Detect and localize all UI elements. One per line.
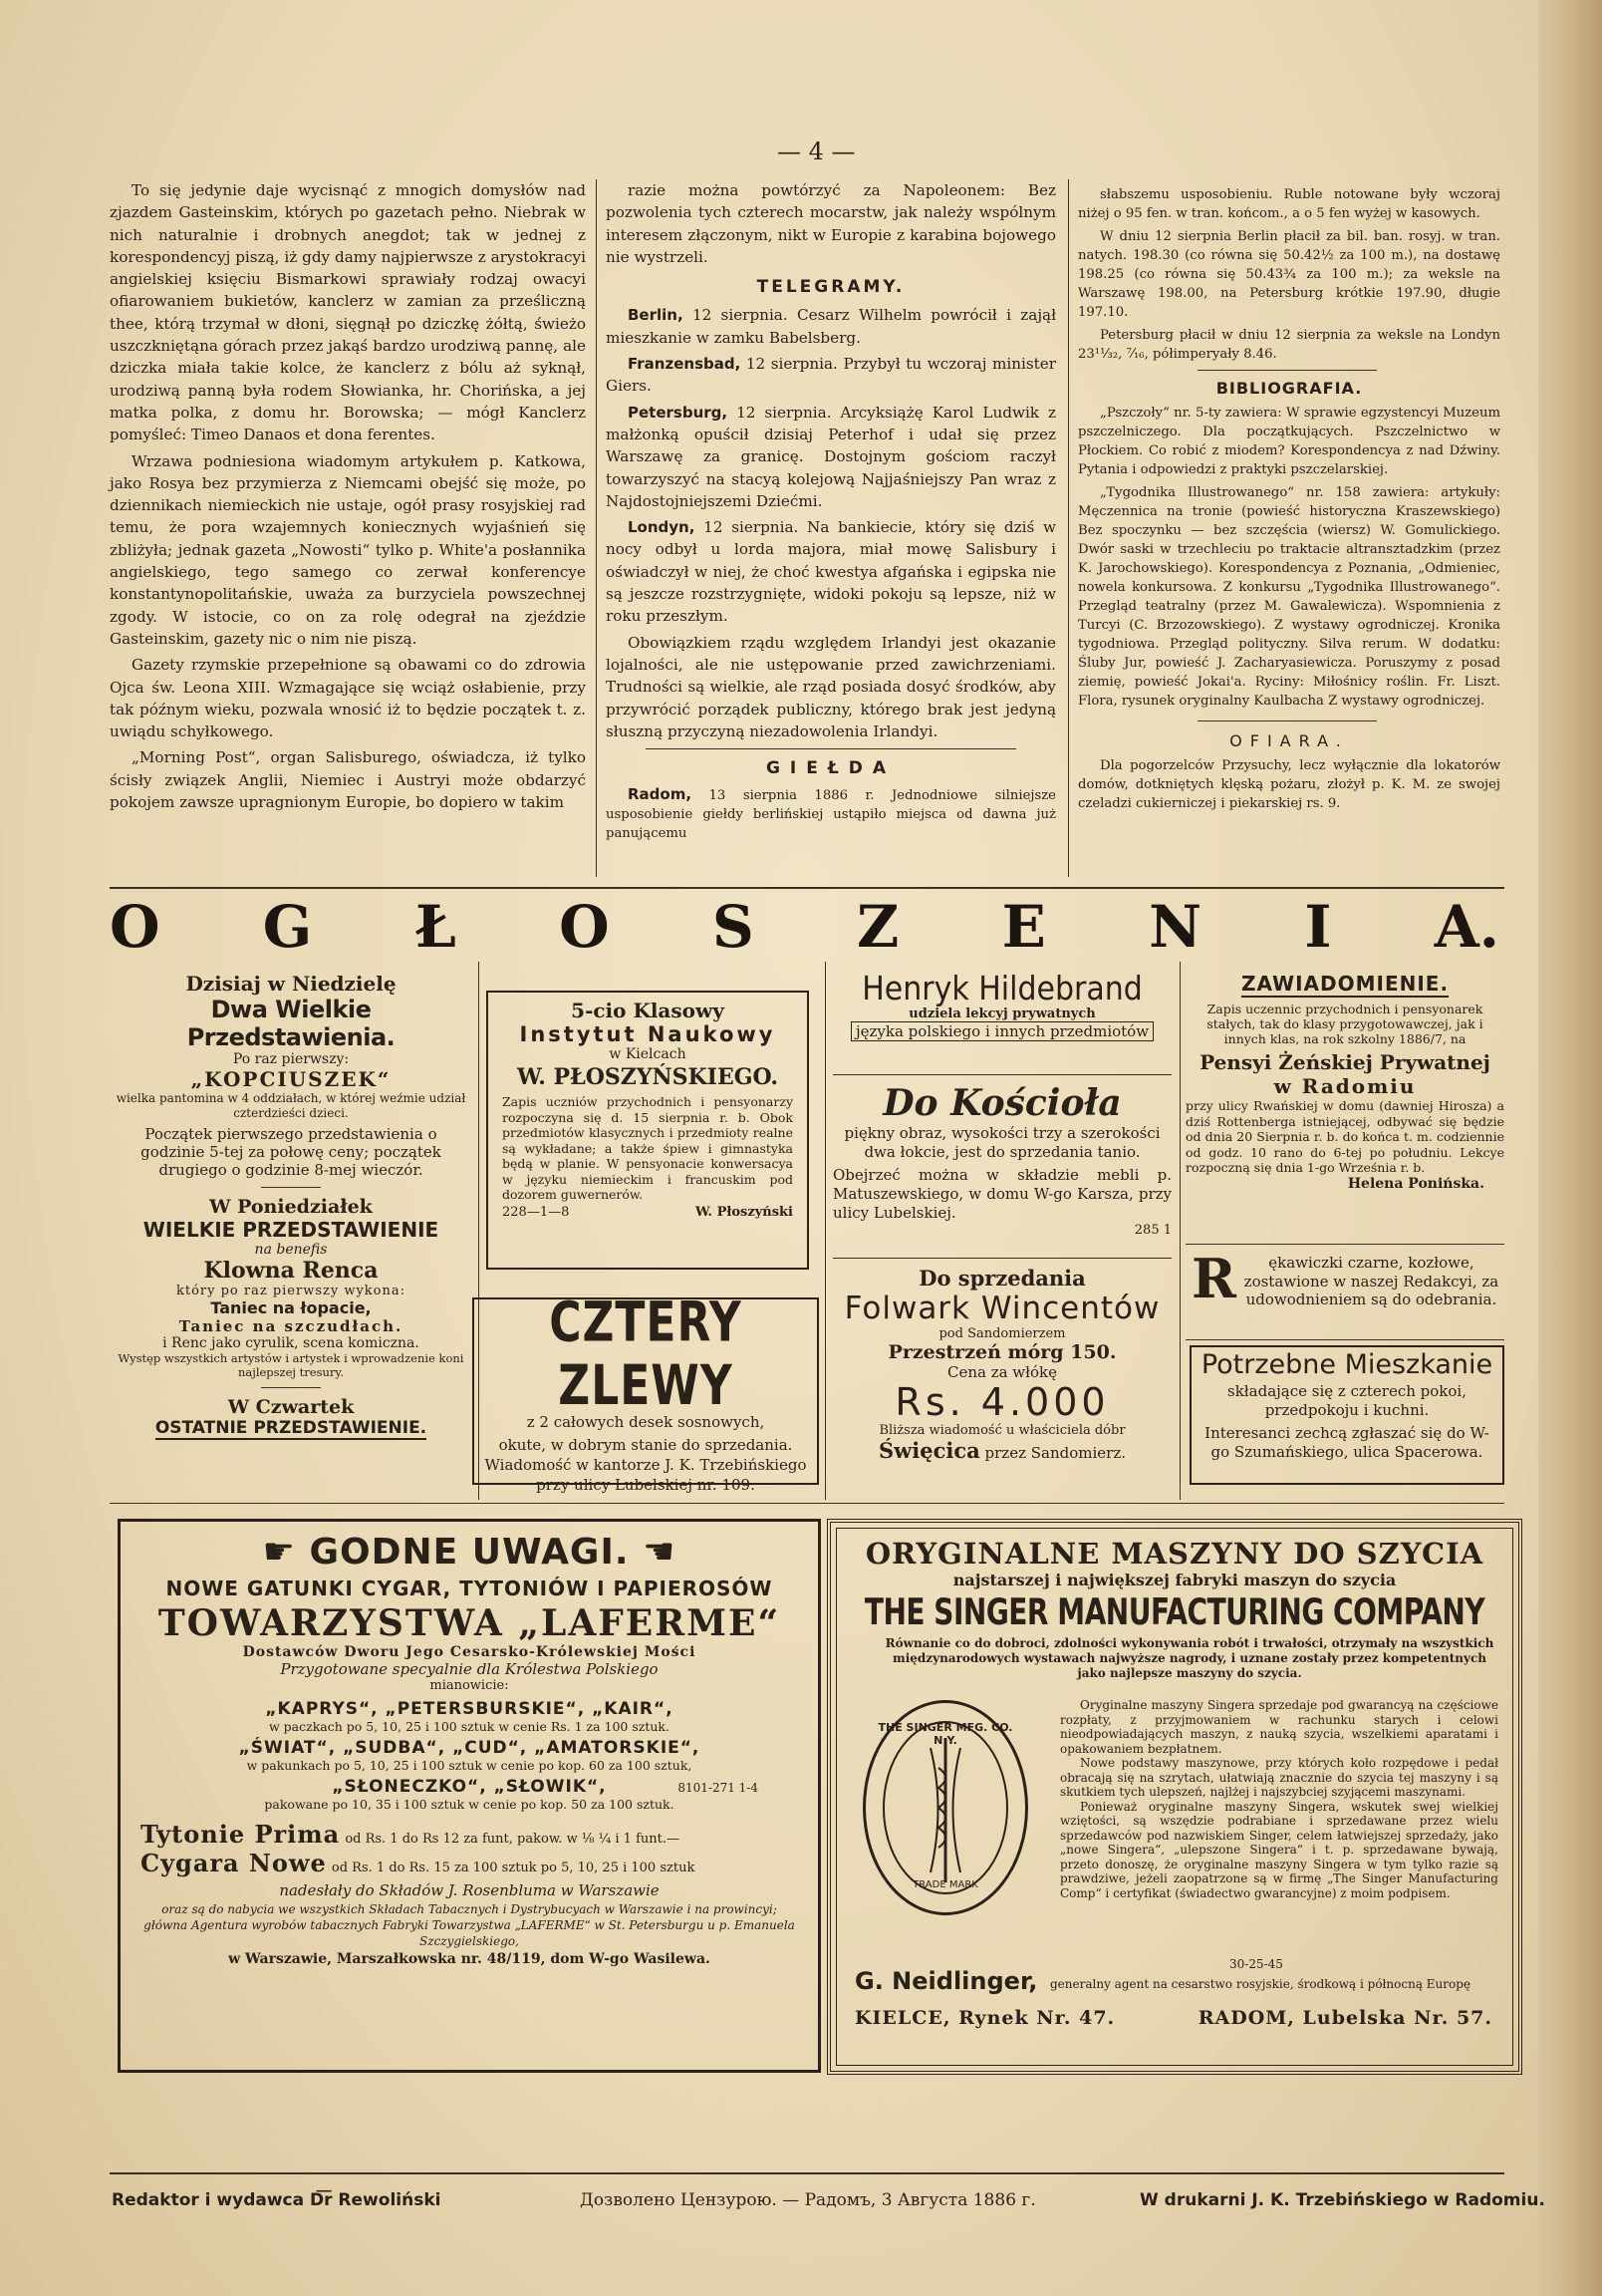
paragraph: Wrzawa podniesiona wiadomym artykułem p. Katkowa, jako Rosya bez przymierza z Niemcami obejść się może, po dziennikach niemieckich nie ustaje, ogół prasy rosyjskiej rad temu, że pora wzajemnych koniecznych wyjaśnień się zbliżyła; jednak gazeta „Nowosti“ tylko p. White'a posłannika angielskiego, tego samego co zerwał konferencye konstantynopolitańskie, uważa za burzyciela powszechnej zgody. W istocie, co on za rolę odegrał na zjeździe Gasteinskim, gazety nic o nim nie piszą. — [110, 451, 586, 648]
ad-line: piękny obraz, wysokości trzy a szerokości dwa łokcie, jest do sprzedania tanio. — [844, 1124, 1161, 1161]
ad-rule — [1186, 1339, 1504, 1340]
section-rule — [1198, 720, 1377, 721]
ad-headline: ORYGINALNE MASZYNY DO SZYCIA — [865, 1537, 1484, 1571]
footer-printer: W drukarni J. K. Trzebińskiego w Radomiu. — [1140, 2190, 1545, 2210]
ad-line: 5-cio Klasowy — [571, 999, 724, 1022]
ad-address: KIELCE, Rynek Nr. 47. — [855, 2007, 1116, 2029]
paragraph: W dniu 12 sierpnia Berlin płacił za bil. ban. rosyj. w tran. natych. 198.30 (co równa się 50.42½ za 100 m.), na dostawę 198.25 (co równa się 50.43¾ za 100 m.); za weksle na Warszawę 198.00, na Petersburg krótkie 197.90, długie 197.10. — [1078, 229, 1500, 320]
seal-text: THE SINGER MFG. CO. N.Y. — [878, 1721, 1013, 1747]
ad-rule — [261, 1187, 321, 1188]
ad-agent: G. Neidlinger, — [855, 1967, 1038, 1995]
banner-letter: O — [559, 893, 610, 961]
paragraph: „Tygodnika Illustrowanego“ nr. 158 zawiera: artykuły: Męczennica na tronie (powieść historyczna Kraszewskiego) Bez spoczynku — bez szczęścia (wiersz) W. Gomulickiego. Dwór saski w trzechleciu po traktacie altransztadzkim (przez K. Jarochowskiego). Korespondencya z Poznania, „Odmieniec, nowela konkursowa. Z konkursu „Tygodnika Illustrowanego“. Przegląd teatralny (przez M. Gawalewicza). Wspomnienia z Turcyi (C. Brzozowskiego). Z wystawy ogrodniczej. Kronika tygodniowa. Przegląd polityczny. Silva rerum. W dodatku: Śluby Jur, powieść J. Zacharyasiewicza. Poruszymy z posad ziemię, powieść Jokai'a. Ryciny: Miłośnicy roślin. Fr. Liszt. Flora, rysunek oryginalny Kaulbacha Z wystawy ogrodniczej. — [1078, 485, 1500, 709]
ad-line: w Kielcach — [609, 1046, 686, 1062]
ad-line: Taniec na łopacie, — [210, 1298, 372, 1317]
ad-body: przy ulicy Rwańskiej w domu (dawniej Hirosza) a dziś Rottenberga istniejącej, odbywać się będzie od dnia 20 Sierpnia r. b. do końca t. m. codziennie od godz. 10 rano do 6-tej po południu. Lekcye rozpoczną się dnia 1-go Września r. b. — [1186, 1098, 1504, 1175]
ad-headline-row — [121, 1532, 818, 1573]
ad-line: Zapis uczennic przychodnich i pensyonarek stałych, tak do klasy przygotowawczej, jak i innych klas, na rok szkolny 1886/7, na — [1206, 1002, 1483, 1046]
ad-headline: Henryk Hildebrand — [862, 970, 1143, 1008]
ad-paragraph: Nowe podstawy maszynowe, przy których koło rozpędowe i pedał obracają się na szrytach, ułatwiają znacznie do szycia tej maszyny i są skutkiem tych ulepszeń, najlżej i najszybciej szyjącemi maszynami. — [1060, 1756, 1498, 1799]
ad-line: Przestrzeń mórg 150. — [888, 1341, 1117, 1363]
ad-signature: Helena Ponińska. — [1347, 1175, 1484, 1192]
ad-title: THE SINGER MANUFACTURING COMPANY — [864, 1590, 1485, 1633]
ad-product: Tytonie Prima — [140, 1820, 341, 1849]
ad-headline: ZAWIADOMIENIE. — [1240, 972, 1450, 996]
ad-body: Obejrzeć można w składzie mebli p. Matuszewskiego, w domu W-go Karsza, przy ulicy Lubelskiej. — [833, 1166, 1172, 1222]
ad-body: Zapis uczniów przychodnich i pensyonarzy rozpoczyna się d. 15 sierpnia r. b. Obok przedmiotów klasycznych i przedmioty realne są wykładane; a także śpiew i gimnastyka będą w planie. W pensyonacie konwersacya w języku niemieckim i francuskim pod dozorem guwernerów. — [502, 1094, 793, 1202]
ad-line: Równanie co do dobroci, zdolności wykonywania robót i trwałości, otrzymały na wszystkich międzynarodowych wystawach najwyższe nagrody, i uznane zostały przez kompetentnych jako najlepsze maszyny do szycia. — [885, 1636, 1494, 1680]
ad-line: składające się z czterech pokoi, przedpokoju i kuchni. — [1227, 1382, 1467, 1419]
banner-letter: S — [711, 893, 754, 961]
ad-headline: OSTATNIE PRZEDSTAWIENIE. — [154, 1418, 427, 1438]
ad-brand-row — [121, 1777, 818, 1797]
ad-title: TOWARZYSTWA „LAFERME“ — [157, 1602, 781, 1644]
ad-line: Dostawców Dworu Jego Cesarsko-Królewskiej Mości — [242, 1644, 696, 1660]
page-number: — 4 — — [777, 138, 856, 165]
section-rule — [646, 748, 1016, 749]
theatre-ad — [112, 972, 470, 1440]
ad-title: W. PŁOSZYŃSKIEGO. — [516, 1064, 779, 1090]
ad-body: Interesanci zechcą zgłaszać się do W-go Szumańskiego, ulica Spacerowa. — [1204, 1424, 1489, 1461]
drop-cap: R — [1192, 1247, 1236, 1310]
seal-text: TRADE MARK — [913, 1879, 978, 1890]
ad-place: Święcica — [878, 1438, 980, 1463]
ad-ref: 285 1 — [1134, 1223, 1172, 1238]
banner-letter: G — [262, 893, 313, 961]
article-column-1 — [110, 179, 586, 817]
banner-rule — [110, 887, 1504, 889]
telegrams-heading: TELEGRAMY. — [756, 277, 906, 298]
ad-line: który po raz pierwszy wykona: — [175, 1284, 406, 1298]
ad-headline: GODNE UWAGI. — [309, 1532, 630, 1573]
ad-place-note: przez Sandomierz. — [984, 1444, 1126, 1462]
ad-body: oraz są do nabycia we wszystkich Składach Tabacznych i Dystrybucyach w Warszawie i na prowincyi; główna Agentura wyrobów tabacznych Fabryki Towarzystwa „LAFERME“ w St. Petersburgu u p. Emanuela Szczygielskiego, — [143, 1902, 795, 1948]
ad-addresses — [855, 2007, 1492, 2029]
paragraph: słabszemu usposobieniu. Ruble notowane były wczoraj niżej o 95 fen. w tran. końcom., a o 5 fen wyżej w kasowych. — [1078, 187, 1500, 221]
ad-line: Początek pierwszego przedstawienia o godzinie 5-tej za połowę ceny; początek drugiego o godzinie 8-mej wieczór. — [140, 1125, 441, 1179]
ad-headline: CZTERY ZLEWY — [549, 1291, 742, 1418]
ad-line: od Rs. 1 do Rs 12 za funt, pakow. w ⅛ ¼ i 1 funt.— — [345, 1832, 680, 1847]
ad-footer — [488, 1205, 807, 1220]
banner-letter: Z — [857, 893, 900, 961]
ad-line: Bliższa wiadomość u właściciela dóbr — [879, 1423, 1126, 1438]
paragraph: „Pszczoły“ nr. 5-ty zawiera: W sprawie egzystencyi Muzeum pszczelniczego. Dla początkujących. Pszczelnictwo w Płockiem. Co robić z miodem? Korespondencya z nad Dźwiny. Pytania i odpowiedzi z praktyki pszczelarskiej. — [1078, 406, 1500, 477]
paragraph: Gazety rzymskie przepełnione są obawami co do zdrowia Ojca św. Leona XIII. Wzmagające się wciąż osłabienie, przy tak późnym wieku, pozwala wnosić iż to będzie początek t. z. uwiądu schyłkowego. — [110, 656, 586, 741]
banner-letter: I — [1304, 893, 1332, 961]
estate-ad — [833, 1266, 1172, 1463]
ad-line: wielka pantomina w 4 oddziałach, w której weźmie udział czterdzieści dzieci. — [116, 1091, 466, 1120]
ad-rule — [833, 1074, 1172, 1075]
ad-line: Występ wszystkich artystów i artystek i wprowadzenie koni najlepszej tresury. — [118, 1351, 464, 1379]
ad-line: pod Sandomierzem — [938, 1326, 1066, 1341]
ad-paragraph: Oryginalne maszyny Singera sprzedaje pod gwarancyą na częściowe rozpłaty, z przyjmowaniem w rachunku starych i celowi nieodpowiadających maszyn, z nauką szycia, wszelkiemi aparatami i opakowaniem bezpłatnem. — [1060, 1698, 1498, 1756]
ad-headline: Dwa Wielkie Przedstawienia. — [186, 996, 396, 1051]
ad-rule — [825, 962, 826, 1500]
banner-letter: E — [1001, 893, 1046, 961]
article-column-3 — [1078, 185, 1500, 817]
footer-censor: Дозволено Цензурою. — Радомъ, 3 Августа 1886 г. — [580, 2190, 1036, 2210]
ad-brands: „SŁONECZKO“, „SŁOWIK“, — [332, 1777, 607, 1797]
ad-line: od Rs. 1 do Rs. 15 za 100 sztuk po 5, 10, 25 i 100 sztuk — [331, 1861, 695, 1875]
banner-letter: O — [110, 893, 160, 961]
ad-ref: 228—1—8 — [502, 1204, 570, 1220]
ad-line: W Poniedziałek — [209, 1196, 373, 1218]
footer-editor: Redaktor i wydawca D͞r Rewoliński — [112, 2190, 441, 2210]
ad-price-row — [121, 1820, 818, 1849]
ad-headline: Instytut Naukowy — [519, 1022, 776, 1046]
bibliography-heading: BIBLIOGRAFIA. — [1215, 379, 1363, 398]
banner-letter: Ł — [414, 893, 456, 961]
paragraph: Obowiązkiem rządu względem Irlandyi jest okazanie lojalności, ale nie ustępowanie przed zawichrzeniami. Trudności są wielkie, ale rząd posiada dosyć środków, aby przywrócić porządek publiczny, którego brak jest jedyną słuszną przyczyną niezadowolenia Irlandyi. — [606, 633, 1056, 740]
ads-rule — [110, 1503, 1504, 1504]
ad-product: Cygara Nowe — [140, 1849, 327, 1877]
ad-line: NOWE GATUNKI CYGAR, TYTONIÓW I PAPIEROSÓW — [165, 1577, 773, 1600]
section-rule — [1198, 370, 1377, 371]
ad-price: Rs. 4.000 — [895, 1380, 1110, 1424]
ad-headline: Do Kościoła — [883, 1082, 1122, 1124]
ad-line: z 2 całowych desek sosnowych, — [526, 1413, 765, 1431]
ad-rule — [1186, 1244, 1504, 1245]
banner-letter: N — [1149, 893, 1202, 961]
ad-line: Przygotowane specyalnie dla Królestwa Polskiego — [280, 1660, 659, 1678]
singer-trademark-seal — [863, 1700, 1028, 1915]
ad-price-row — [121, 1849, 818, 1877]
column-rule — [596, 179, 597, 877]
ad-address: RADOM, Lubelska Nr. 57. — [1198, 2007, 1492, 2029]
ad-line: w pakunkach po 5, 10, 25 i 100 sztuk w cenie po kop. 60 za 100 sztuk, — [246, 1758, 692, 1773]
school-notice-ad — [1186, 972, 1504, 1192]
apartment-ad — [1190, 1345, 1504, 1485]
ad-rule — [833, 1258, 1172, 1259]
ad-line: generalny agent na cesarstwo rosyjskie, środkową i północną Europę — [1050, 1977, 1471, 1991]
ad-ref: 8101-271 1-4 — [677, 1781, 758, 1795]
telegram: Franzensbad, 12 sierpnia. Przybył tu wczoraj minister Giers. — [606, 355, 1057, 396]
page-edge — [1538, 0, 1602, 2296]
ad-brands: „KAPRYS“, „PETERSBURSKIE“, „KAIR“, — [265, 1699, 673, 1719]
ad-headline: Folwark Wincentów — [844, 1291, 1161, 1326]
telegram: Berlin, 12 sierpnia. Cesarz Wilhelm powrócił i zajął mieszkanie w zamku Babelsberg. — [606, 306, 1057, 347]
ad-line: na benefis — [254, 1242, 328, 1258]
paragraph: „Morning Post“, organ Salisburego, oświadcza, iż tylko ścisły związek Anglii, Niemiec i Austryi może obdarzyć pokojem zawsze upragnionym Europie, bo dopiero w takim — [110, 748, 586, 812]
ad-line: mianowicie: — [429, 1678, 509, 1693]
ad-line: w Warszawie, Marszałkowska nr. 48/119, dom W-go Wasilewa. — [228, 1951, 710, 1967]
paragraph: Petersburg płacił w dniu 12 sierpnia za weksle na Londyn 23¹¹⁄₃₂, ⁷⁄₁₆, półimperyały 8.46. — [1078, 328, 1500, 362]
tobacco-ad — [118, 1519, 821, 2073]
ad-body — [1060, 1698, 1498, 1900]
pointing-hand-icon: ☚ — [643, 1532, 676, 1573]
ad-ref: 30-25-45 — [1229, 1957, 1283, 1971]
ad-rule — [261, 1387, 321, 1388]
ad-headline: Potrzebne Mieszkanie — [1201, 1349, 1493, 1380]
ad-title: Klowna Renca — [203, 1258, 379, 1284]
ad-line: Do sprzedania — [919, 1266, 1086, 1291]
ad-brands: „ŚWIAT“, „SUDBA“, „CUD“, „AMATORSKIE“, — [238, 1738, 700, 1758]
exchange-report: Radom, 13 sierpnia 1886 r. Jednodniowe silniejsze usposobienie giełdy berlińskiej ustąpiło miejsca od dawna już panującemu — [606, 785, 1056, 842]
gloves-ad — [1192, 1247, 1500, 1310]
exchange-heading: GIEŁDA — [765, 758, 897, 779]
ad-line: Cena za włókę — [946, 1363, 1058, 1381]
announcements-banner — [110, 893, 1499, 961]
ad-paragraph: Ponieważ oryginalne maszyny Singera, wskutek swej wielkiej wziętości, są wszędzie podrabiane i sprzedawane przez wielu sprzedawców pod nazwiskiem Singer, celem łatwiejszej sprzedaży, jako „nowe Singera“, „ulepszone Singera“ i t. p. sprzedawane bywają, przeto donoszę, że oryginalne maszyny Singera w tym tylko razie są prawdziwe, jeżeli zaopatrzone są w firmę „The Singer Manufacturing Comp“ i certyfikat (świadectwo gwarancyjne) z moim podpisem. — [1060, 1799, 1498, 1900]
column-rule — [1068, 179, 1069, 877]
ad-line: nadesłały do Składów J. Rosenbluma w Warszawie — [279, 1881, 660, 1899]
ad-line: Taniec na szczudłach. — [178, 1317, 403, 1335]
ad-line: Dzisiaj w Niedzielę — [185, 972, 397, 996]
ad-line: udziela lekcyj prywatnych — [909, 1006, 1096, 1021]
ad-signature: W. Płoszyński — [694, 1204, 793, 1220]
pointing-hand-icon: ☛ — [262, 1532, 296, 1573]
ad-title: Pensyi Żeńskiej Prywatnej — [1200, 1050, 1490, 1074]
ad-headline: WIELKIE PRZEDSTAWIENIE — [142, 1218, 439, 1242]
banner-letter: A. — [1434, 893, 1499, 961]
paragraph: razie można powtórzyć za Napoleonem: Bez pozwolenia tych czterech mocarstw, jak należy wspólnym interesem złączonym, nikt w Europie z karabina bojowego nie wystrzeli. — [606, 181, 1056, 266]
painting-ad — [833, 1082, 1172, 1238]
ad-title: „KOPCIUSZEK“ — [190, 1067, 392, 1091]
donation-heading: OFIARA. — [1229, 731, 1349, 750]
institute-ad — [486, 991, 809, 1270]
ad-line: pakowane po 10, 35 i 100 sztuk w cenie po kop. 50 za 100 sztuk. — [264, 1797, 674, 1812]
paragraph: Dla pogorzelców Przysuchy, lecz wyłącznie dla lokatorów domów, dotkniętych klęską pożaru, złożył p. K. M. ze swojej czeladzi cukierniczej i piekarskiej rs. 9. — [1078, 758, 1500, 811]
telegram: Londyn, 12 sierpnia. Na bankiecie, który się dziś w nocy odbył u lorda majora, miał mowę Salisbury i oświadczył w niej, że choć kwestya afgańska i egipska nie są jeszcze rozstrzygnięte, widoki pokoju są lepsze, niż w roku przeszłym. — [606, 518, 1057, 626]
ad-line: Po raz pierwszy: — [232, 1051, 350, 1067]
ad-title: w Radomiu — [1273, 1074, 1417, 1098]
ad-line — [833, 1438, 1172, 1463]
ad-line: w paczkach po 5, 10, 25 i 100 sztuk w cenie Rs. 1 za 100 sztuk. — [269, 1719, 669, 1734]
tutor-ad — [833, 972, 1172, 1041]
ad-line: najstarszej i największej fabryki maszyn do szycia — [952, 1571, 1397, 1589]
ad-rule — [1180, 962, 1181, 1500]
ad-body: ękawiczki czarne, kozłowe, zostawione w naszej Redakcyi, za udowodnieniem są do odebrania. — [1243, 1254, 1499, 1308]
article-column-2 — [606, 179, 1056, 847]
ad-line: języka polskiego i innych przedmiotów — [851, 1021, 1154, 1041]
footer-rule — [110, 2172, 1504, 2174]
paragraph: To się jedynie daje wycisnąć z mnogich domysłów nad zjazdem Gasteinskim, których po gazetach pełno. Niebrak w nich naturalnie i drobnych anegdot; tak w jednej z korespondencyj piszą, iż gdy damy najpierwsze z arystokracyi angielskiej księciu Bismarkowi sprawiały rodzaj owacyi ofiarowaniem bukietów, kanclerz w zamian za prześliczną thee, którą trzymał w dłoni, sięgnął po dziczkę żółtą, świeżo uszczkniętąna górach przez jakąś bardzo urodziwą pannę, ale dziczka miała takie kolce, że kanclerz z bólu aż syknął, urodziwą panną była rodem Słowianka, hr. Chorińska, a jej matka polka, z domu hr. Borowska; — mógł Kanclerz pomyśleć: Timeo Danaos et dona ferentes. — [110, 181, 586, 444]
ad-line: i Renc jako cyrulik, scena komiczna. — [162, 1335, 419, 1351]
ad-line: W Czwartek — [227, 1396, 355, 1418]
telegram: Petersburg, 12 sierpnia. Arcyksiążę Karol Ludwik z małżonką opuścił dzisiaj Peterhof i udał się przez Warszawę za granicę. Dostojnym gościom raczył towarzyszyć na stacyą kolejową Najjaśniejszy Pan wraz z Najdostojniejszemi Dziećmi. — [606, 403, 1056, 510]
sinks-ad — [472, 1291, 819, 1494]
ad-body: okute, w dobrym stanie do sprzedania. Wiadomość w kantorze J. K. Trzebińskiego przy ulicy Lubelskiej nr. 109. — [484, 1436, 807, 1494]
